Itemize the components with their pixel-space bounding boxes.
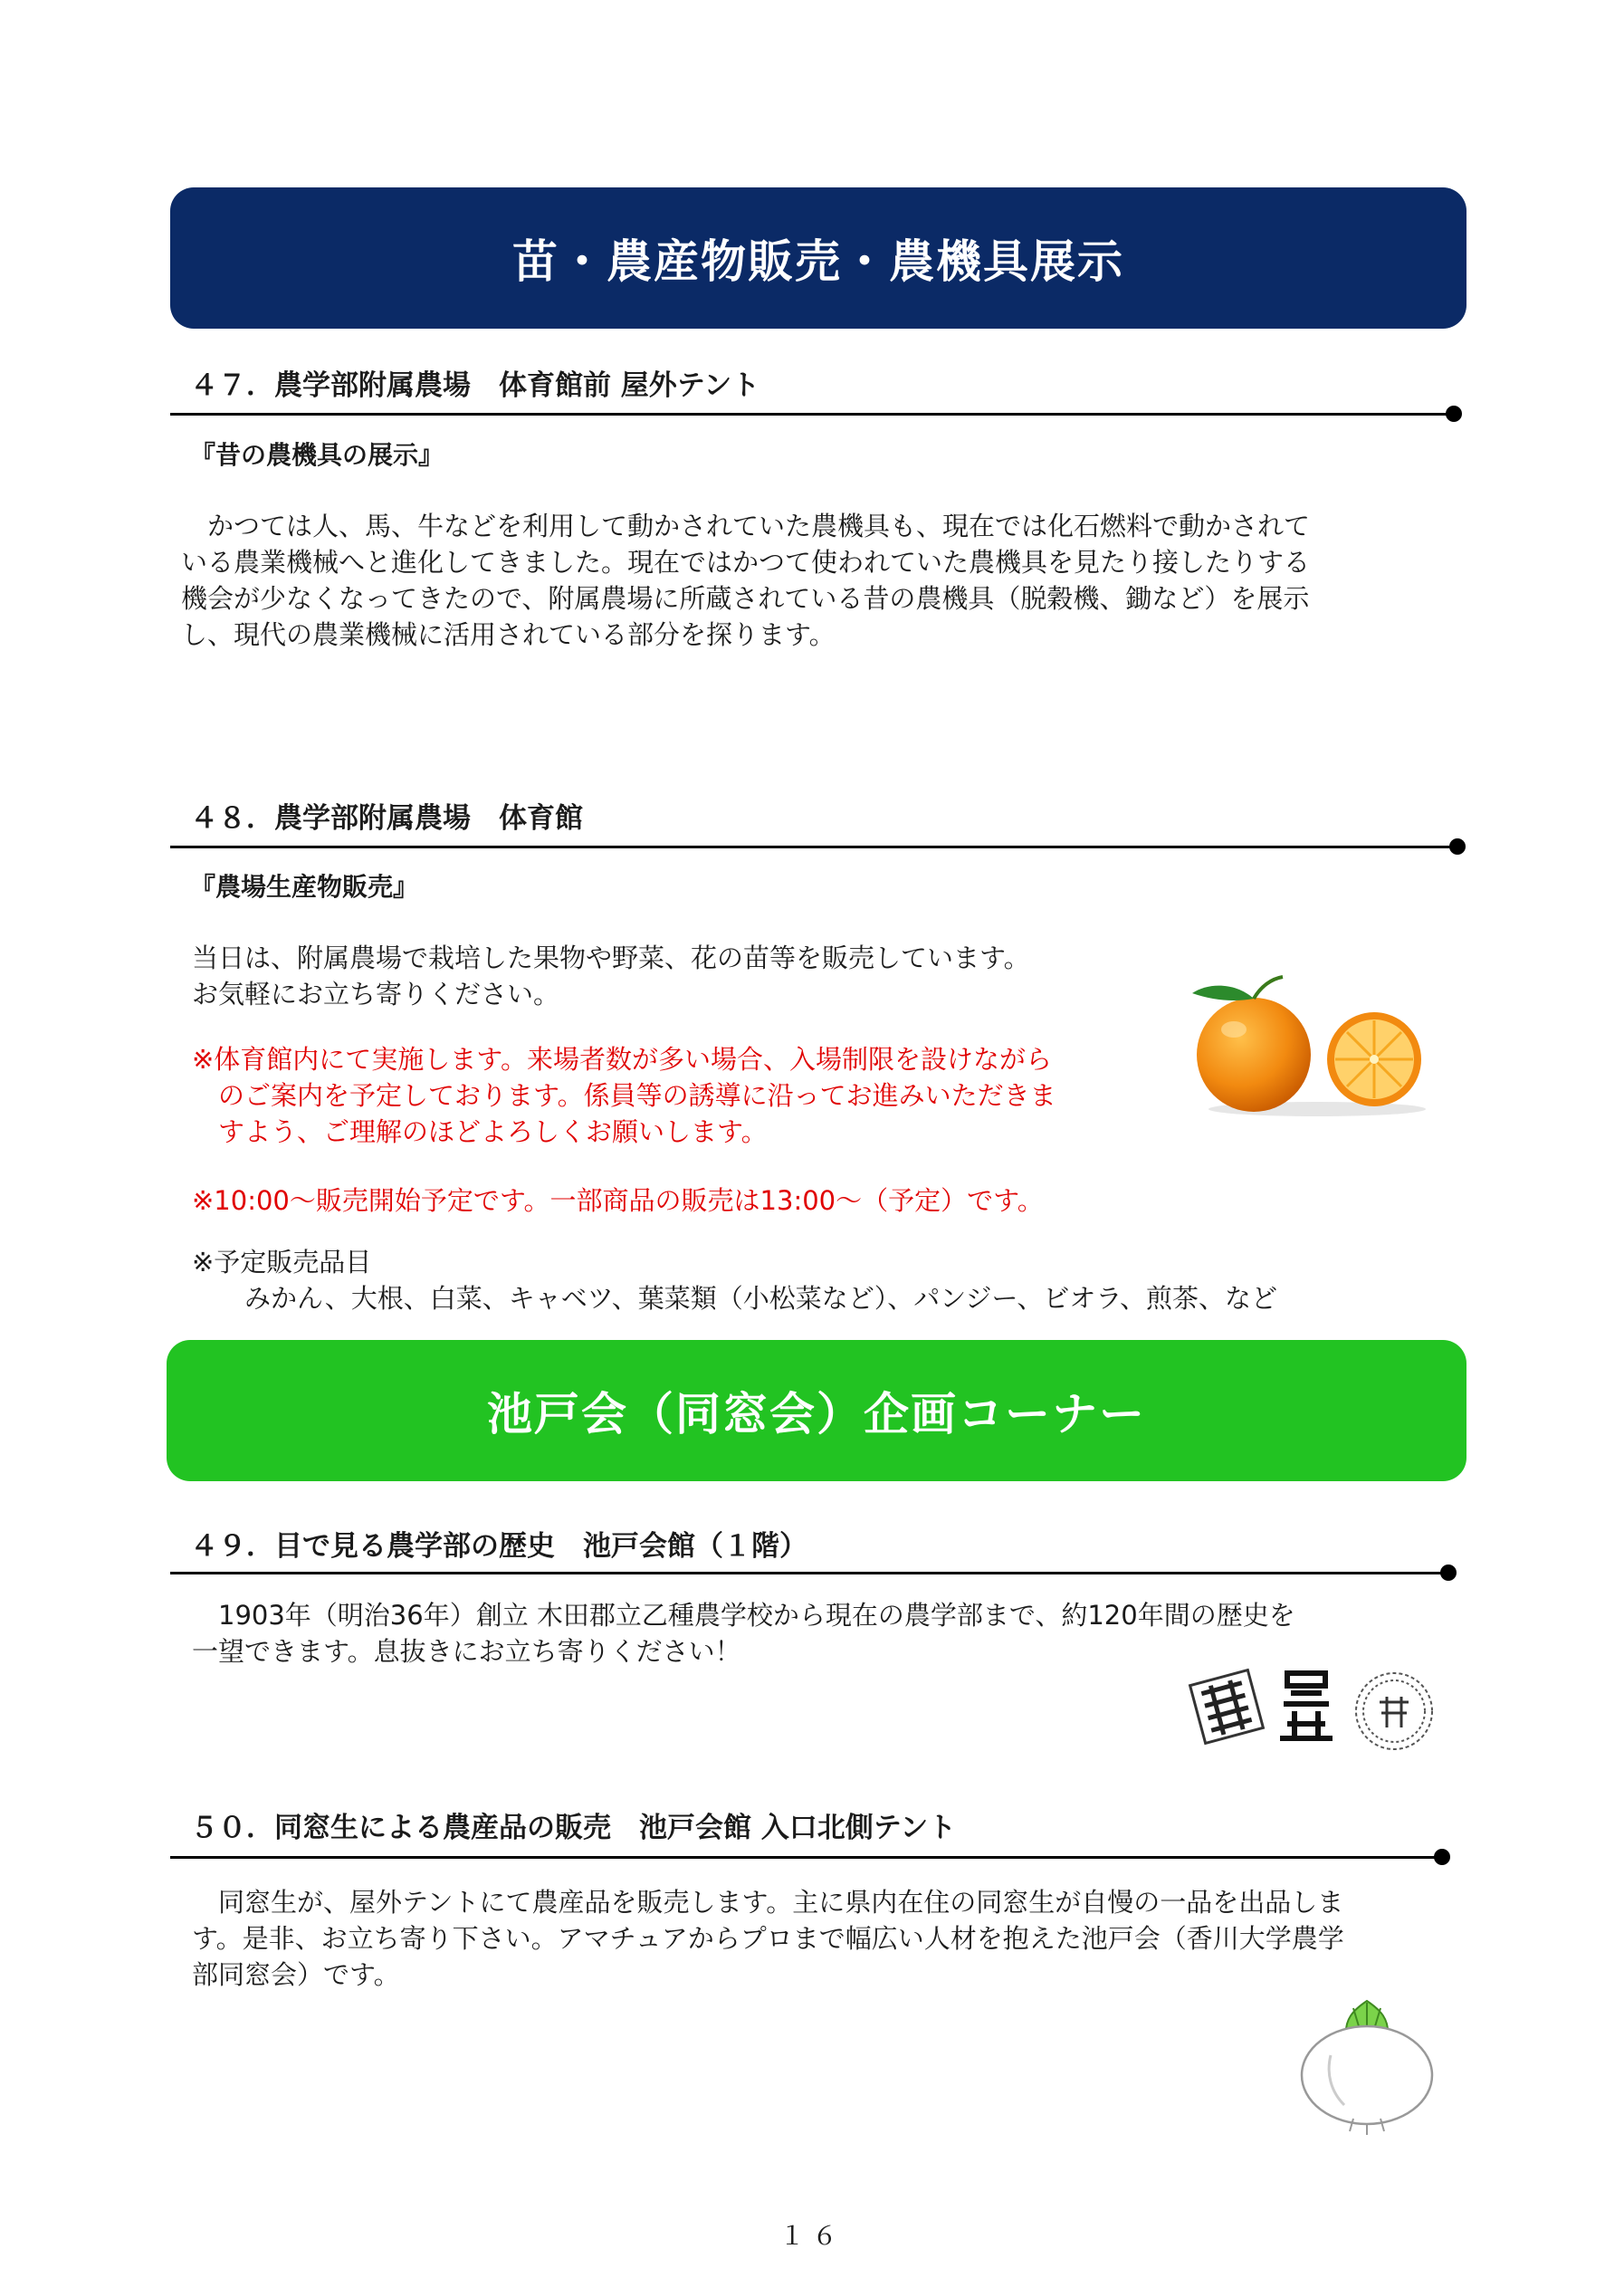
text-line: 1903年（明治36年）創立 木田郡立乙種農学校から現在の農学部まで、約120年間の歴史を <box>192 1600 1295 1631</box>
text-line: し、現代の農業機械に活用されている部分を探ります。 <box>181 619 836 650</box>
item-47-subtitle: 『昔の農機具の展示』 <box>190 440 444 470</box>
text-line: 当日は、附属農場で栽培した果物や野菜、花の苗等を販売しています。 <box>192 943 1030 973</box>
text-line: 機会が少なくなってきたので、附属農場に所蔵されている昔の農機具（脱穀機、鋤など）を展示 <box>181 583 1310 614</box>
item-48-subtitle: 『農場生産物販売』 <box>190 872 419 902</box>
text-line: ※体育館内にて実施します。来場者数が多い場合、入場制限を設けながら <box>192 1044 1052 1075</box>
section-banner-title: 池戸会（同窓会）企画コーナー <box>487 1388 1146 1440</box>
text-line: のご案内を予定しております。係員等の誘導に沿ってお進みいただきま <box>192 1080 1056 1111</box>
text-line: すよう、ご理解のほどよろしくお願いします。 <box>192 1116 768 1147</box>
section-banner-sales <box>170 187 1466 329</box>
text-line: 同窓生が、屋外テントにて農産品を販売します。主に県内在住の同窓生が自慢の一品を出品しま <box>192 1887 1344 1918</box>
page-number: １６ <box>779 2221 845 2251</box>
orange-illustration <box>1181 973 1444 1118</box>
item-48-divider <box>170 846 1456 848</box>
section-banner-alumni <box>167 1340 1466 1481</box>
divider-end-dot <box>1446 406 1462 422</box>
section-banner-title: 苗・農産物販売・農機具展示 <box>512 235 1124 288</box>
item-47-description <box>181 508 1310 653</box>
item-50-description <box>192 1884 1344 1993</box>
items-list: みかん、大根、白菜、キャベツ、葉菜類（小松菜など）、パンジー、ビオラ、煎茶、など <box>192 1283 1278 1314</box>
item-48-time-note <box>192 1182 1044 1219</box>
item-48-items <box>192 1244 1277 1316</box>
items-label: ※予定販売品目 <box>192 1247 372 1277</box>
text-line: 部同窓会）です。 <box>192 1959 400 1990</box>
item-50-heading: ５０．同窓生による農産品の販売 池戸会館 入口北側テント <box>190 1812 957 1844</box>
text-line: 一望できます。息抜きにお立ち寄りください！ <box>192 1636 741 1667</box>
item-48-heading: ４８．農学部附属農場 体育館 <box>190 802 583 835</box>
text-line: お気軽にお立ち寄りください。 <box>192 979 560 1010</box>
text-line: す。是非、お立ち寄り下さい。アマチュアからプロまで幅広い人材を抱えた池戸会（香川大学農学 <box>192 1923 1344 1954</box>
item-47-heading: ４７．農学部附属農場 体育館前 屋外テント <box>190 369 760 402</box>
divider-end-dot <box>1440 1565 1457 1581</box>
historical-seals-illustration <box>1186 1657 1439 1756</box>
turnip-illustration <box>1290 1992 1444 2137</box>
text-line: いる農業機械へと進化してきました。現在ではかつて使われていた農機具を見たり接したりする <box>181 547 1311 578</box>
item-48-intro <box>192 940 1030 1012</box>
item-50-divider <box>170 1856 1440 1859</box>
divider-end-dot <box>1434 1849 1450 1865</box>
item-49-heading: ４９．目で見る農学部の歴史 池戸会館（１階） <box>190 1530 807 1563</box>
item-47-divider <box>170 413 1452 416</box>
item-49-description <box>192 1597 1295 1670</box>
divider-end-dot <box>1449 838 1466 855</box>
text-line: ※10:00～販売開始予定です。一部商品の販売は13:00～（予定）です。 <box>192 1185 1044 1216</box>
item-48-notice <box>192 1041 1056 1150</box>
item-49-divider <box>170 1572 1447 1574</box>
text-line: かつては人、馬、牛などを利用して動かされていた農機具も、現在では化石燃料で動かされて <box>181 511 1311 541</box>
